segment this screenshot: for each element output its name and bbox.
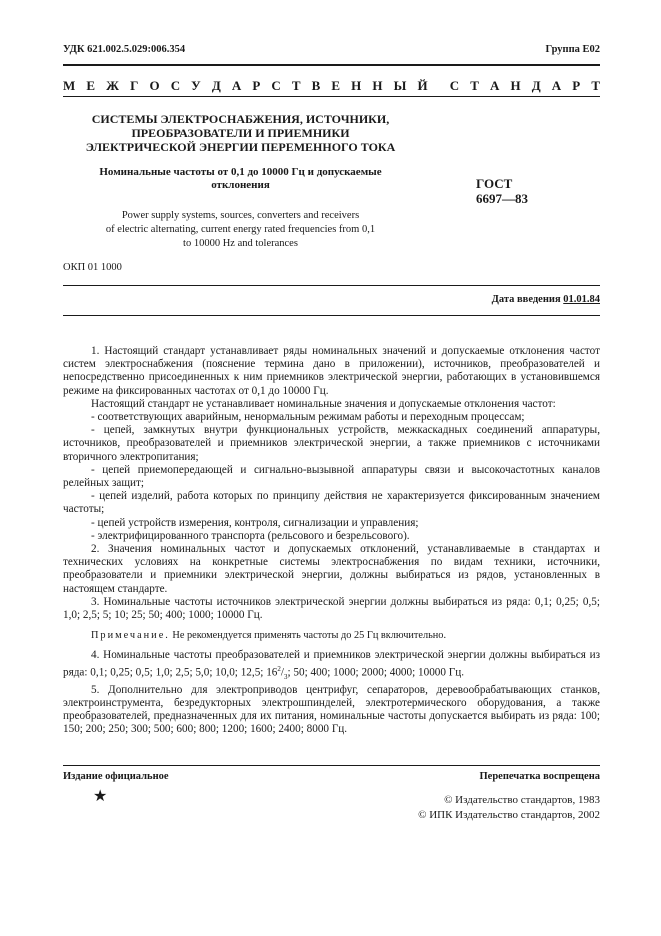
date-of-introduction bbox=[492, 294, 600, 305]
letter: Т bbox=[470, 78, 479, 93]
list-item: - соответствующих аварийным, ненормальным режимам работы и переходным процессам; bbox=[91, 411, 525, 424]
letter: Г bbox=[130, 78, 139, 93]
note bbox=[63, 629, 600, 642]
paragraph: 5. Дополнительно для электроприводов центрифуг, сепараторов, деревообрабатывающих станков, электроинструмента, безредукторных электрошпинделей, электротермического оборудования, а также преобразователей, предназначенных для их питания, номинальные частоты допускается выбирать из ряда: 100; 150; 200; 250; 300; 500; 600; 800; 1200; 1600; 2400; 8000 Гц. bbox=[63, 683, 600, 736]
paragraph bbox=[63, 649, 600, 683]
date-rule bbox=[63, 315, 600, 316]
document-title bbox=[63, 112, 418, 154]
paragraph: 1. Настоящий стандарт устанавливает ряды номинальных значений и допускаемые отклонения частот систем электроснабжения (пояснение термина дано в приложении), источников, преобразователей и непосредственно присоединенных к ним приемников электрической энергии, работающих в установившемся режиме на фиксированных частотах от 0,1 до 10000 Гц. bbox=[63, 345, 600, 397]
standard-rule bbox=[63, 96, 600, 97]
english-title-line: to 10000 Hz and tolerances bbox=[183, 238, 298, 249]
list-item: - электрифицированного транспорта (рельсового и безрельсового). bbox=[91, 529, 410, 542]
letter: А bbox=[490, 78, 500, 93]
subtitle-line: Номинальные частоты от 0,1 до 10000 Гц и допускаемые bbox=[99, 166, 382, 178]
letter: Н bbox=[510, 78, 521, 93]
letter: Н bbox=[351, 78, 362, 93]
list-item: - цепей устройств измерения, контроля, сигнализации и управления; bbox=[91, 516, 419, 529]
fraction-slash: / bbox=[280, 666, 284, 679]
paragraph: 2. Значения номинальных частот и допускаемых отклонений, устанавливаемые в стандартах и технических условиях на конкретные системы электроснабжения по видам техники, источники, преобразователи и приемники электрической энергии, должны выбираться из рядов, установленных в настоящем стандарте. bbox=[63, 543, 600, 595]
standard-type-line bbox=[63, 78, 600, 94]
gost-designation bbox=[476, 176, 528, 206]
official-edition: Издание официальное bbox=[63, 771, 169, 782]
letter: Е bbox=[331, 78, 341, 93]
letter: С bbox=[449, 78, 460, 93]
date-label: Дата введения bbox=[491, 294, 561, 305]
udk-code: УДК 621.002.5.029:006.354 bbox=[63, 44, 186, 55]
letter: В bbox=[311, 78, 321, 93]
gost-label: ГОСТ bbox=[476, 176, 513, 191]
title-line: ПРЕОБРАЗОВАТЕЛИ И ПРИЕМНИКИ bbox=[131, 126, 350, 140]
english-title bbox=[63, 209, 418, 251]
letter: Т bbox=[591, 78, 600, 93]
letter: А bbox=[231, 78, 242, 93]
star-icon: ★ bbox=[93, 788, 108, 805]
note-text: Не рекомендуется применять частоты до 25 Гц включительно. bbox=[169, 630, 447, 642]
paragraph-part: ; 50; 400; 1000; 2000; 4000; 10000 Гц. bbox=[287, 666, 465, 679]
footer-rule bbox=[63, 765, 600, 766]
letter: Й bbox=[417, 78, 428, 93]
title-line: СИСТЕМЫ ЭЛЕКТРОСНАБЖЕНИЯ, ИСТОЧНИКИ, bbox=[91, 112, 390, 126]
paragraph-part: 4. Номинальные частоты преобразователей и приемников электрической энергии должны выбираться из ряда: 0,1; 0,25; 0,5; 1,0; 2,5; 5,0; 10,0; 12,5; 16 bbox=[63, 649, 600, 679]
top-rule bbox=[63, 64, 600, 66]
letter: М bbox=[63, 78, 76, 93]
letter: Ж bbox=[106, 78, 119, 93]
letter: Т bbox=[291, 78, 301, 93]
english-title-line: of electric alternating, current energy rated frequencies from 0,1 bbox=[105, 224, 376, 235]
copyright-1983: © Издательство стандартов, 1983 bbox=[444, 794, 600, 806]
letter: А bbox=[551, 78, 562, 93]
letter: С bbox=[170, 78, 181, 93]
list-item: - цепей, замкнутых внутри функциональных устройств, межкаскадных соединений аппаратуры, источников, преобразователей и приемников электрической энергии, а также приемников с источниками вторичного электропитания; bbox=[63, 424, 600, 463]
okp-rule bbox=[63, 285, 600, 286]
letter: С bbox=[271, 78, 281, 93]
letter: О bbox=[149, 78, 160, 93]
copyright-2002: © ИПК Издательство стандартов, 2002 bbox=[418, 809, 600, 821]
letter: Р bbox=[572, 78, 581, 93]
english-title-line: Power supply systems, sources, converters and receivers bbox=[121, 210, 360, 221]
letter: Р bbox=[252, 78, 261, 93]
okp-code: ОКП 01 1000 bbox=[63, 262, 122, 273]
title-line: ЭЛЕКТРИЧЕСКОЙ ЭНЕРГИИ ПЕРЕМЕННОГО ТОКА bbox=[85, 140, 396, 154]
document-body bbox=[63, 345, 600, 737]
fraction-numerator: 2 bbox=[277, 664, 281, 673]
letter: Ы bbox=[393, 78, 407, 93]
paragraph: 3. Номинальные частоты источников электрической энергии должны выбираться из ряда: 0,1; 0,25; 0,5; 1,0; 2,5; 5; 10; 25; 50; 400; 1000; 10000 Гц. bbox=[63, 595, 600, 622]
fraction-denominator: 3 bbox=[284, 672, 288, 681]
letter: Н bbox=[372, 78, 383, 93]
gost-number: 6697—83 bbox=[476, 191, 528, 206]
document-subtitle bbox=[63, 166, 418, 192]
group-code: Группа Е02 bbox=[545, 44, 600, 55]
subtitle-line: отклонения bbox=[211, 179, 270, 191]
paragraph: Настоящий стандарт не устанавливает номинальные значения и допускаемые отклонения частот: bbox=[91, 397, 556, 410]
note-label: Примечание. bbox=[91, 630, 170, 642]
list-item: - цепей приемопередающей и сигнально-вызывной аппаратуры связи и высокочастотных каналов релейных защит; bbox=[63, 463, 600, 490]
letter: Д bbox=[211, 78, 221, 93]
reprint-prohibited: Перепечатка воспрещена bbox=[479, 771, 600, 782]
list-item: - цепей изделий, работа которых по принципу действия не характеризуется фиксированным значением частоты; bbox=[63, 490, 600, 516]
letter: Е bbox=[86, 78, 96, 93]
letter: Д bbox=[531, 78, 541, 93]
letter: У bbox=[191, 78, 201, 93]
date-value: 01.01.84 bbox=[563, 294, 600, 305]
